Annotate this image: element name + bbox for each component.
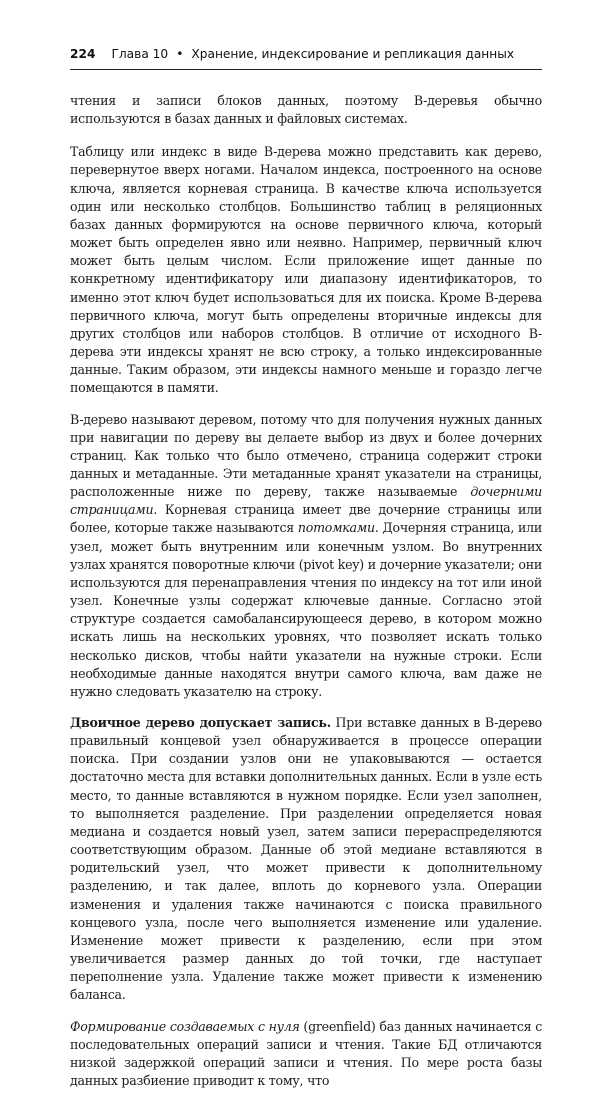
term-child-pages: дочерними страницами (70, 484, 542, 518)
paragraph-3-part-b: . Корневая страница имеет две дочерние страницы или более, которые также называются (70, 502, 542, 536)
chapter-label: Глава 10 (111, 47, 169, 61)
paragraph-3 (70, 411, 542, 702)
page-number: 224 (70, 47, 96, 61)
paragraph-3-part-a: B-дерево называют деревом, потому что для получения нужных данных при навигации по дереву вы делаете выбор из двух и более дочерних страниц. Как только что было отмечено, страница содержит строки данных и метаданные. Эти метаданные хранят указатели на страницы, расположенные ниже по дереву, также называемые (70, 411, 542, 500)
paragraph-4-text: При вставке данных в B-дерево правильный концевой узел обнаруживается в процессе операции поиска. При создании узлов они не упаковываются — остается достаточно места для вставки дополнительных данных. Если в узле есть место, то данные вставляются в нужном порядке. Если узел заполнен, то выполняется разделение. При разделении определяется новая медиана и создается новый узел, затем записи перераспределяются соответствующим образом. Данные об этой медиане вставляются в родительский узел, что может привести к дополнительному разделению, и так далее, вплоть до корневого узла. Операции изменения и удаления также начинаются с поиска правильного концевого узла, после чего выполняется изменение или удаление. Изменение может привести к разделению, если при этом увеличивается размер данных до той точки, где наступает переполнение узла. Удаление также может привести к изменению баланса. (70, 715, 542, 1003)
chapter-title: Хранение, индексирование и репликация данных (191, 47, 515, 61)
paragraph-4-lead: Двоичное дерево допускает запись. (70, 715, 331, 730)
paragraph-1: чтения и записи блоков данных, поэтому B-деревья обычно используются в базах данных и файловых системах. (70, 93, 542, 127)
paragraph-2: Таблицу или индекс в виде B-дерева можно представить как дерево, перевернутое вверх ногами. Началом индекса, построенного на основе ключа, является корневая страница. В качестве ключа используется один или несколько столбцов. Большинство таблиц в реляционных базах данных формируются на основе первичного ключа, который может быть определен явно или неявно. Например, первичный ключ может быть целым числом. Если приложение ищет данные по конкретному идентификатору или диапазону идентификаторов, то именно этот ключ будет использоваться для их поиска. Кроме B-дерева первичного ключа, могут быть определены вторичные индексы для других столбцов или наборов столбцов. В отличие от исходного B-дерева эти индексы хранят не всю строку, а только индексированные данные. Таким образом, эти индексы намного меньше и гораздо легче помещаются в памяти. (70, 144, 542, 396)
paragraph-4 (70, 714, 542, 1005)
paragraph-5 (70, 1018, 542, 1091)
header-bullet: • (176, 47, 184, 61)
paragraph-5-text: (greenfield) баз данных начинается с последовательных операций записи и чтения. Такие БД отличаются низкой задержкой операций записи и чтения. По мере роста базы данных разбиение приводит к тому, что (70, 1018, 542, 1088)
page-body (70, 92, 542, 1103)
paragraph-3-part-c: . Дочерняя страница, или узел, может быть внутренним или конечным узлом. Во внутренних узлах хранятся поворотные ключи (pivot key) и дочерние указатели; они используются для перенаправления чтения по индексу на тот или иной узел. Конечные узлы содержат ключевые данные. Согласно этой структуре создается самобалансирующееся дерево, в котором можно искать лишь на нескольких уровнях, что позволяет искать только несколько дисков, чтобы найти указатели на нужные строки. Если необходимые данные находятся внутри самого ключа, вам даже не нужно следовать указателю на строку. (70, 520, 543, 699)
page-header (70, 47, 542, 70)
term-descendants: потомками (297, 520, 375, 536)
term-greenfield: Формирование создаваемых с нуля (70, 1018, 300, 1034)
